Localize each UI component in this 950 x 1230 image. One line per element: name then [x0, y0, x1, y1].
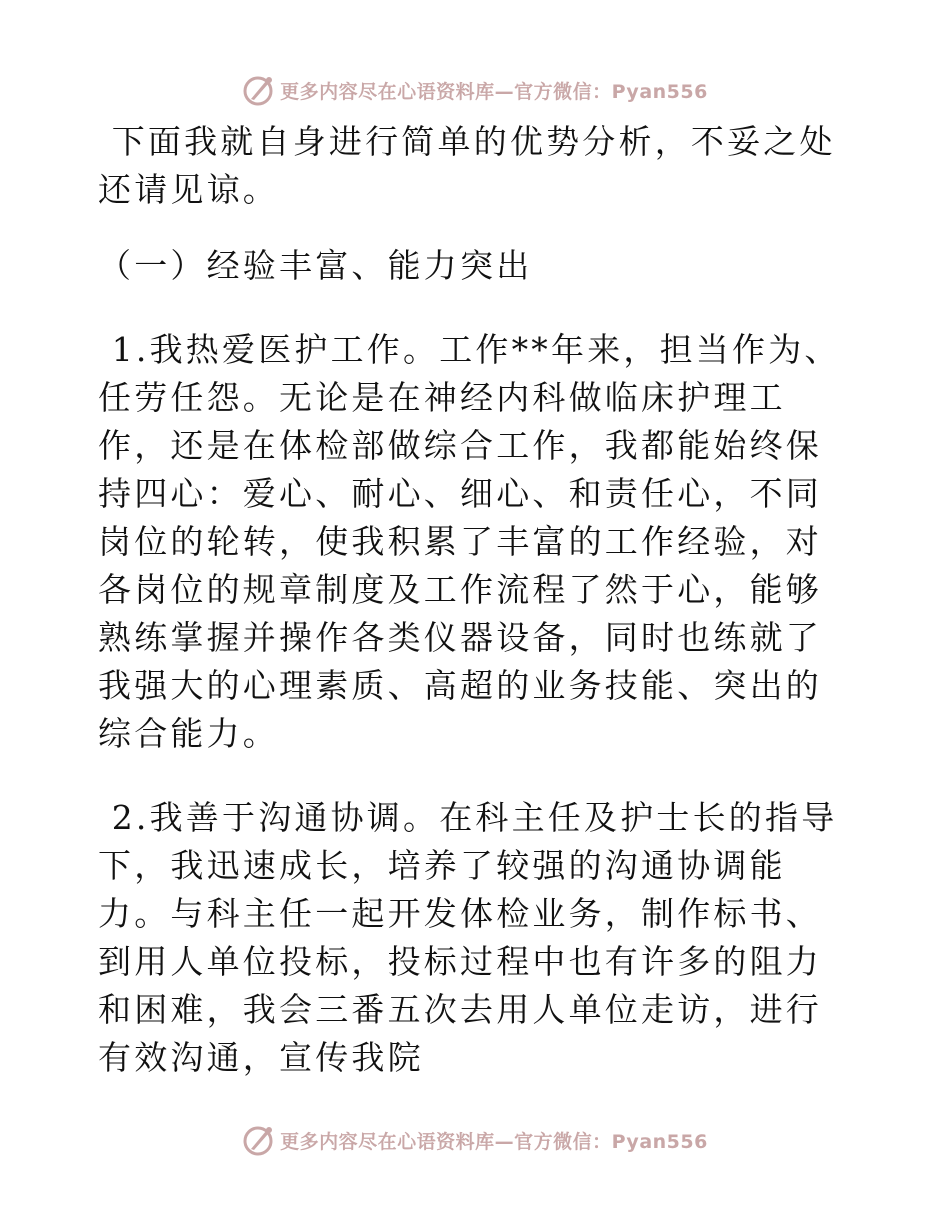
header-watermark-text: 更多内容尽在心语资料库—官方微信：Pyan556 [280, 80, 708, 103]
quill-logo-icon [242, 73, 276, 107]
paragraph-item-2: 2.我善于沟通协调。在科主任及护士长的指导下，我迅速成长，培养了较强的沟通协调能力。与科主任一起开发体检业务，制作标书、到用人单位投标，投标过程中也有许多的阻力和困难，我会三番五次去用人单位走访，进行有效沟通，宣传我院 [98, 798, 838, 1077]
header-watermark-banner [0, 70, 950, 110]
footer-watermark-text: 更多内容尽在心语资料库—官方微信：Pyan556 [280, 1130, 708, 1153]
quill-logo-icon [242, 1123, 276, 1157]
footer-watermark-banner [0, 1120, 950, 1160]
section-heading: （一）经验丰富、能力突出 [98, 246, 533, 285]
intro-paragraph: 下面我就自身进行简单的优势分析，不妥之处还请见谅。 [98, 122, 836, 209]
paragraph-item-1: 1.我热爱医护工作。工作**年来，担当作为、任劳任怨。无论是在神经内科做临床护理工作，还是在体检部做综合工作，我都能始终保持四心：爱心、耐心、细心、和责任心，不同岗位的轮转，使我积累了丰富的工作经验，对各岗位的规章制度及工作流程了然于心，能够熟练掌握并操作各类仪器设备，同时也练就了我强大的心理素质、高超的业务技能、突出的综合能力。 [98, 330, 841, 753]
document-body [98, 118, 853, 1082]
